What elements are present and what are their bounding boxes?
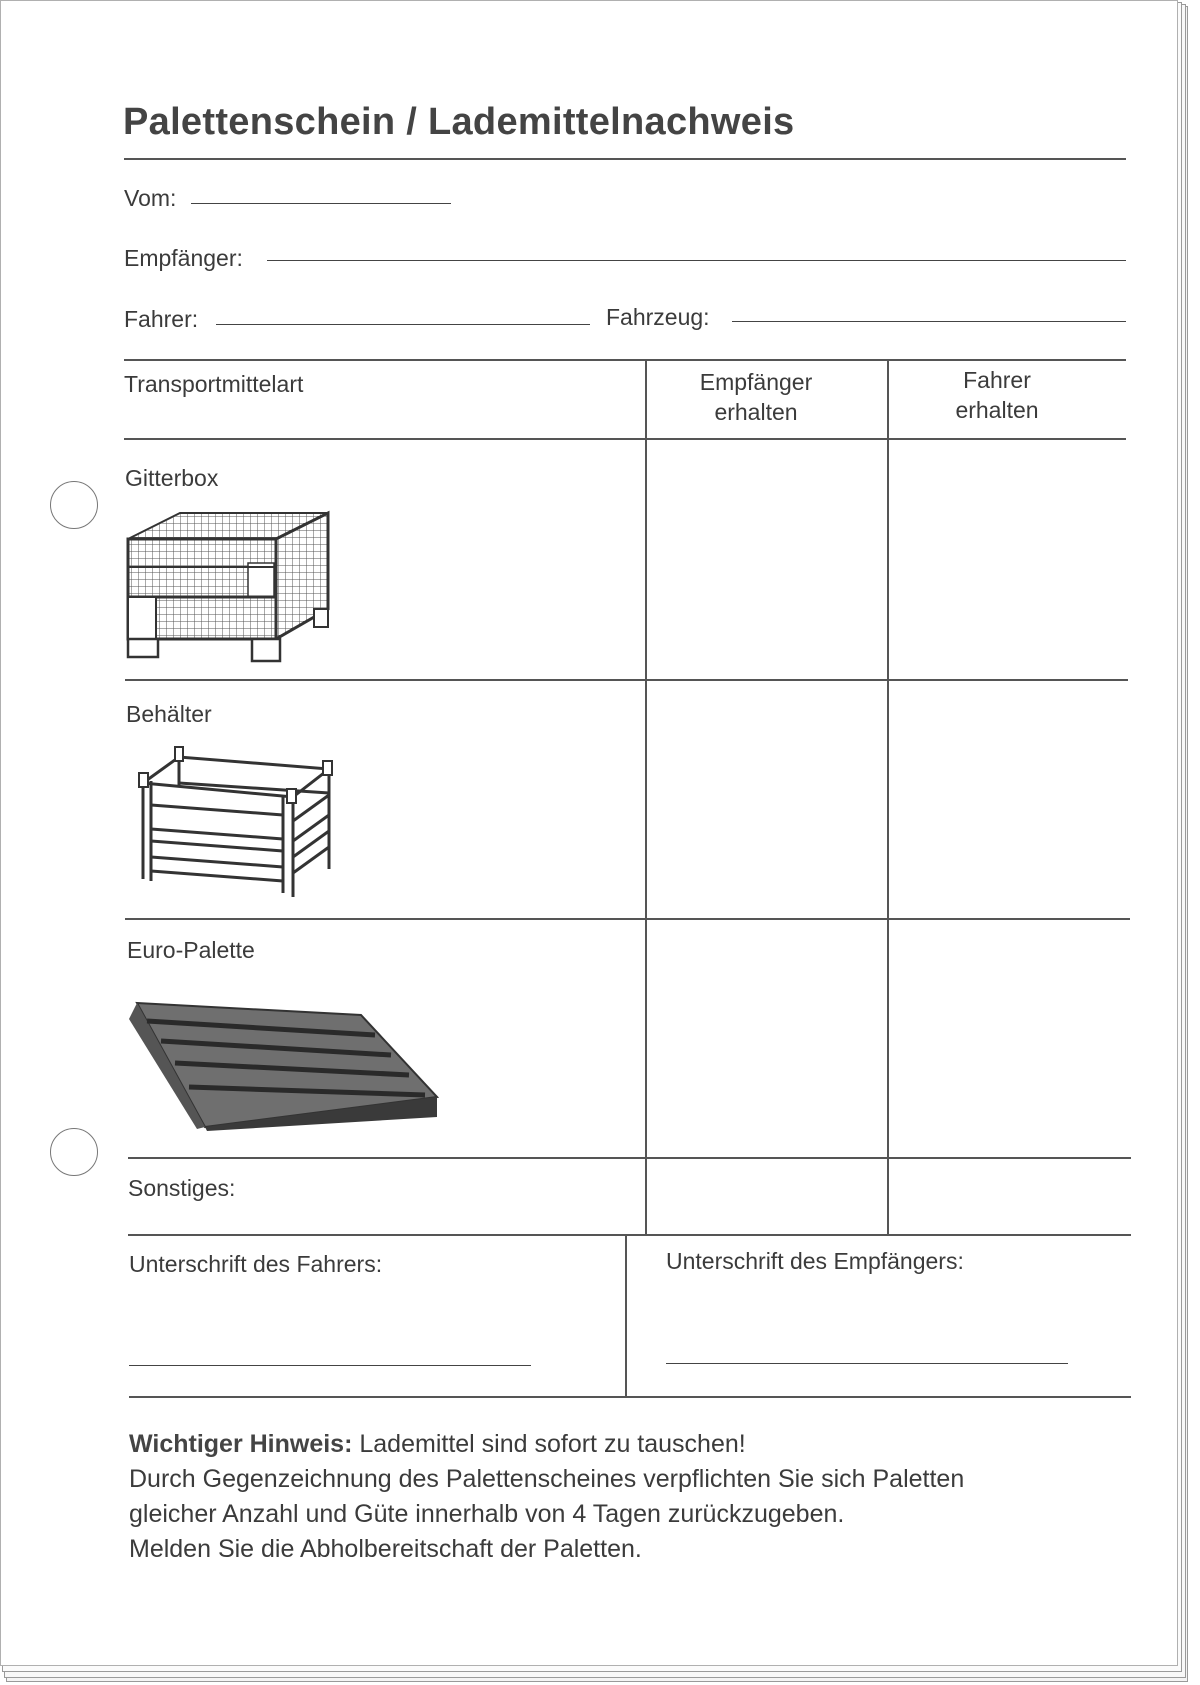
recipient-signature-label: Unterschrift des Empfängers:	[666, 1248, 964, 1274]
recipient-signature-field[interactable]	[666, 1363, 1068, 1364]
mesh-box-icon	[124, 509, 334, 667]
driver-signature-field[interactable]	[129, 1365, 531, 1366]
row-label-sonstiges: Sonstiges:	[128, 1175, 236, 1201]
row-rule-3	[128, 1157, 1131, 1159]
fahrer-field[interactable]	[216, 324, 590, 325]
notice-line-4: Melden Sie die Abholbereitschaft der Paletten.	[129, 1535, 642, 1563]
punch-hole-bottom	[50, 1128, 98, 1176]
header-transport-type: Transportmittelart	[124, 371, 304, 397]
title-rule	[124, 158, 1126, 160]
notice-heading: Wichtiger Hinweis:	[129, 1430, 353, 1458]
notice-line-1	[129, 1427, 964, 1462]
important-notice	[129, 1427, 964, 1567]
header-recipient-line1: Empfänger	[699, 369, 813, 395]
header-recipient-line2: erhalten	[714, 399, 798, 425]
vom-label: Vom:	[124, 185, 177, 211]
column-separator-1	[645, 360, 647, 1236]
notice-line-3: gleicher Anzahl und Güte innerhalb von 4 Tagen zurückzugeben.	[129, 1500, 845, 1528]
table-bottom-rule	[128, 1234, 1131, 1236]
notice-line-2: Durch Gegenzeichnung des Palettenscheines verpflichten Sie sich Paletten	[129, 1465, 965, 1493]
signature-divider	[625, 1235, 627, 1397]
euro-pallet-icon	[127, 1001, 439, 1133]
header-driver-line1: Fahrer	[963, 367, 1031, 393]
row-label-behaelter: Behälter	[126, 701, 212, 727]
empfaenger-label: Empfänger:	[124, 245, 243, 271]
empfaenger-field[interactable]	[267, 260, 1126, 261]
row-rule-1	[125, 679, 1128, 681]
table-top-rule	[124, 359, 1126, 361]
row-label-gitterbox: Gitterbox	[125, 465, 219, 491]
fahrer-label: Fahrer:	[124, 306, 199, 332]
header-bottom-rule	[124, 438, 1126, 440]
vom-field[interactable]	[191, 203, 451, 204]
signature-bottom-rule	[129, 1396, 1131, 1398]
header-driver-line2: erhalten	[955, 397, 1039, 423]
driver-signature-label: Unterschrift des Fahrers:	[129, 1251, 383, 1277]
row-label-euro-palette: Euro-Palette	[127, 937, 255, 963]
row-rule-2	[125, 918, 1130, 920]
notice-text-1: Lademittel sind sofort zu tauschen!	[359, 1430, 746, 1458]
punch-hole-top	[50, 481, 98, 529]
fahrzeug-label: Fahrzeug:	[606, 304, 710, 330]
fahrzeug-field[interactable]	[732, 321, 1126, 322]
column-separator-2	[887, 360, 889, 1236]
container-icon	[133, 745, 337, 903]
form-title: Palettenschein / Lademittelnachweis	[123, 101, 795, 143]
